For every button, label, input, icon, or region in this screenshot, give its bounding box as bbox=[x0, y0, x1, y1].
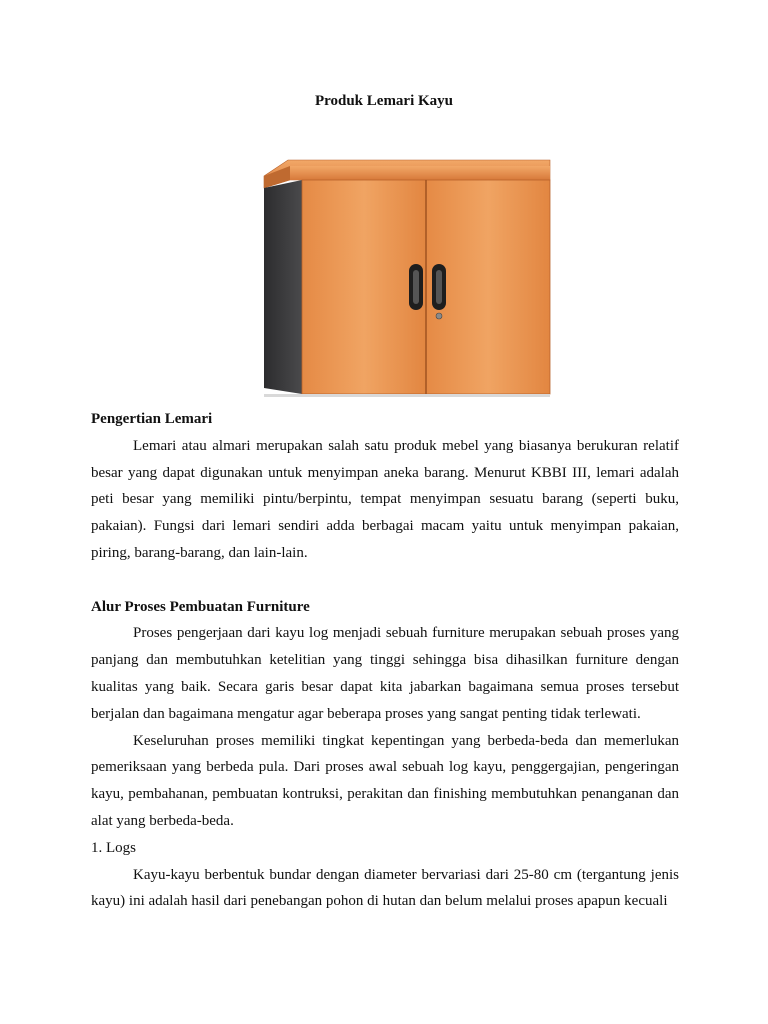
cabinet-left-door bbox=[302, 180, 426, 394]
document-title: Produk Lemari Kayu bbox=[314, 93, 454, 109]
paragraph: Keseluruhan proses memiliki tingkat kepentingan yang berbeda-beda dan memerlukan pemeriksaan yang berbeda pula. Dari proses awal sebuah log kayu, penggergajian, pengeringan kayu, pembahanan, pembuatan kontruksi, perakitan dan finishing membutuhkan penanganan dan alat yang berbeda-beda. bbox=[91, 732, 679, 829]
paragraph: Lemari atau almari merupakan salah satu produk mebel yang biasanya berukuran relatif besar yang dapat digunakan untuk menyimpan aneka barang. Menurut KBBI III, lemari adalah peti besar yang memiliki pintu/berpintu, tempat menyimpan sesuatu barang (seperti buku, pakaian). Fungsi dari lemari sendiri adda berbagai macam yaitu untuk menyimpan pakaian, piring, barang-barang, dan lain-lain. bbox=[91, 437, 679, 561]
section-heading: Pengertian Lemari bbox=[91, 411, 213, 427]
cabinet-lock bbox=[436, 313, 442, 319]
cabinet-figure bbox=[262, 158, 552, 398]
wooden-cabinet-illustration bbox=[262, 158, 552, 398]
document-body bbox=[91, 406, 679, 915]
cabinet-side-panel bbox=[264, 180, 302, 394]
list-item-label: 1. Logs bbox=[91, 839, 136, 856]
section-heading: Alur Proses Pembuatan Furniture bbox=[91, 598, 310, 615]
paragraph: Proses pengerjaan dari kayu log menjadi sebuah furniture merupakan sebuah proses yang panjang dan membutuhkan ketelitian yang tinggi sehingga bisa dihasilkan furniture dengan kualitas yang baik. Secara garis besar dapat kita jabarkan bagaimana semua proses tersebut berjalan dan bagaimana mengatur agar beberapa proses yang sangat penting tidak terlewati. bbox=[91, 625, 679, 722]
paragraph: Kayu-kayu berbentuk bundar dengan diameter bervariasi dari 25-80 cm (tergantung jenis kayu) ini adalah hasil dari penebangan pohon di hutan dan belum melalui proses apapun kecuali bbox=[91, 866, 679, 910]
